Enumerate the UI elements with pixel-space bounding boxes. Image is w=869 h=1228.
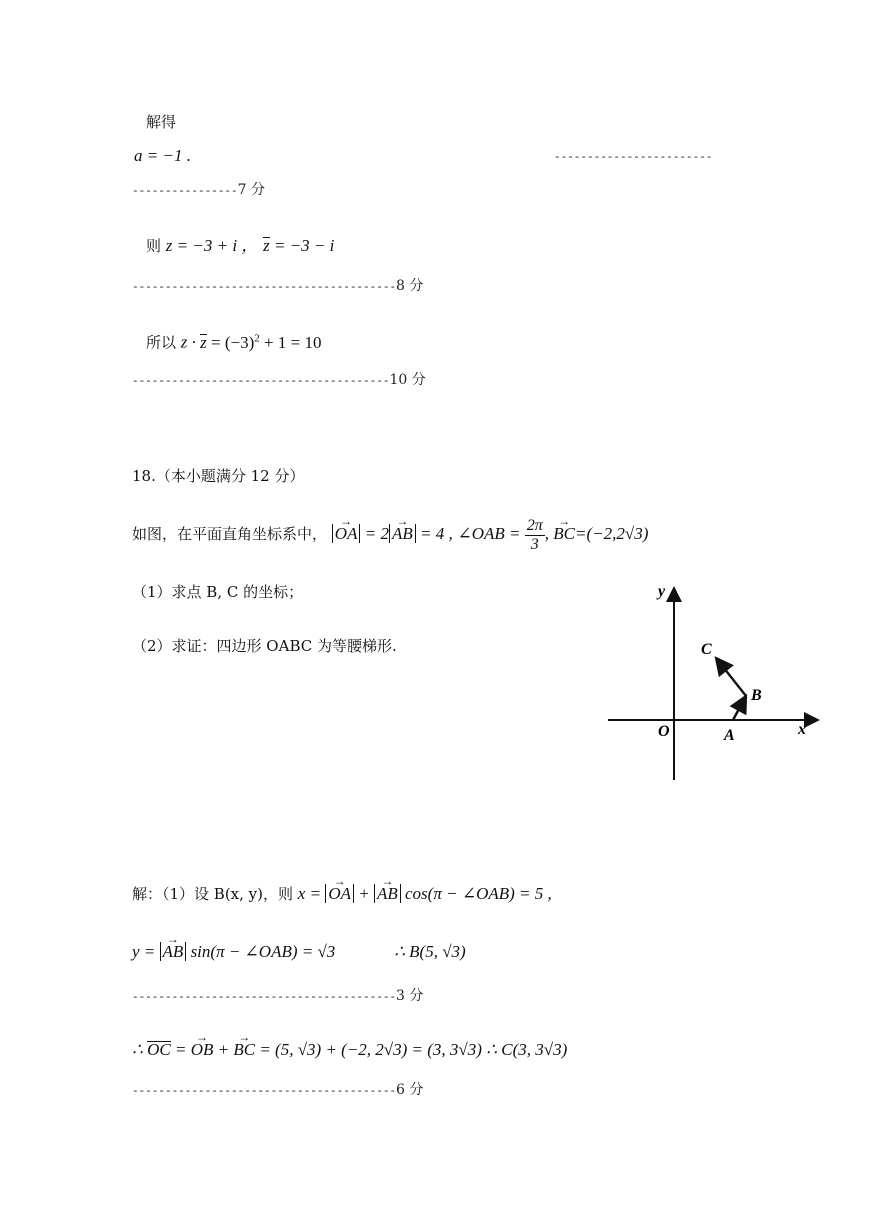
point-b-label: B <box>751 687 762 704</box>
dash-continuation: ------------------------ <box>554 152 713 164</box>
z-equation: z = −3 + i ， <box>165 236 259 255</box>
axis-y-label: y <box>658 583 666 600</box>
coordinate-figure <box>600 580 830 790</box>
a-equation: a = −1 . <box>134 146 191 165</box>
problem-18-header: 18.（本小题满分 12 分） <box>132 467 305 485</box>
zbar-equation: z <box>263 236 270 255</box>
angle-condition: ∠OAB = $\frac{2\pi}{3}$ , <box>457 516 554 553</box>
score-7: ----------------7 分 <box>132 182 265 198</box>
solution-18-line-2: y = → AB sin(π − ∠OAB) = √3 ∴ B(5, √3) <box>132 942 466 962</box>
stem-prefix: 如图，在平面直角坐标系中， <box>132 525 328 543</box>
score-3: ----------------------------------------3 分 <box>132 988 424 1004</box>
point-c-label: C <box>701 641 712 658</box>
zz-line: 所以 $z \cdot z = (-3)^2 + 1 = 10$ <box>146 332 322 352</box>
question-1: （1）求点 B, C 的坐标； <box>132 583 304 601</box>
so-label: 所以 <box>146 333 177 352</box>
question-2: （2）求证：四边形 OABC 为等腰梯形. <box>132 637 397 655</box>
solution-18-line-1: 解：（1）设 B(x, y)，则 x = → OA + → AB cos(π − ∠OAB) = 5 , <box>132 884 552 904</box>
bc-condition: → BC=(−2,2√3) <box>553 524 648 543</box>
z-line: 则 z = −3 + i ， z = −3 − i <box>146 236 335 255</box>
origin-label: O <box>658 723 670 740</box>
b-result: ∴ B(5, √3) <box>394 942 466 961</box>
vector-ab <box>733 696 746 720</box>
vector-bc <box>716 658 746 696</box>
score-8: ----------------------------------------8 分 <box>132 278 424 294</box>
axis-x-label: x <box>798 721 806 738</box>
point-a-label: A <box>724 727 735 744</box>
solve-label: 解得 <box>146 113 177 131</box>
problem-18-stem <box>132 516 648 554</box>
then-label: 则 <box>146 237 162 255</box>
score-10: ---------------------------------------10 分 <box>132 372 426 388</box>
solution-18-line-3: ∴ OC = → OB + → BC = (5, √3) + (−2, 2√3) = (3, 3√3) ∴ C(3, 3√3) <box>132 1040 567 1060</box>
vector-condition: → OA = 2→ AB = 4 , <box>332 524 453 543</box>
line1-prefix: 解：（1）设 B(x, y)，则 <box>132 885 294 903</box>
score-6: ----------------------------------------6 分 <box>132 1082 424 1098</box>
